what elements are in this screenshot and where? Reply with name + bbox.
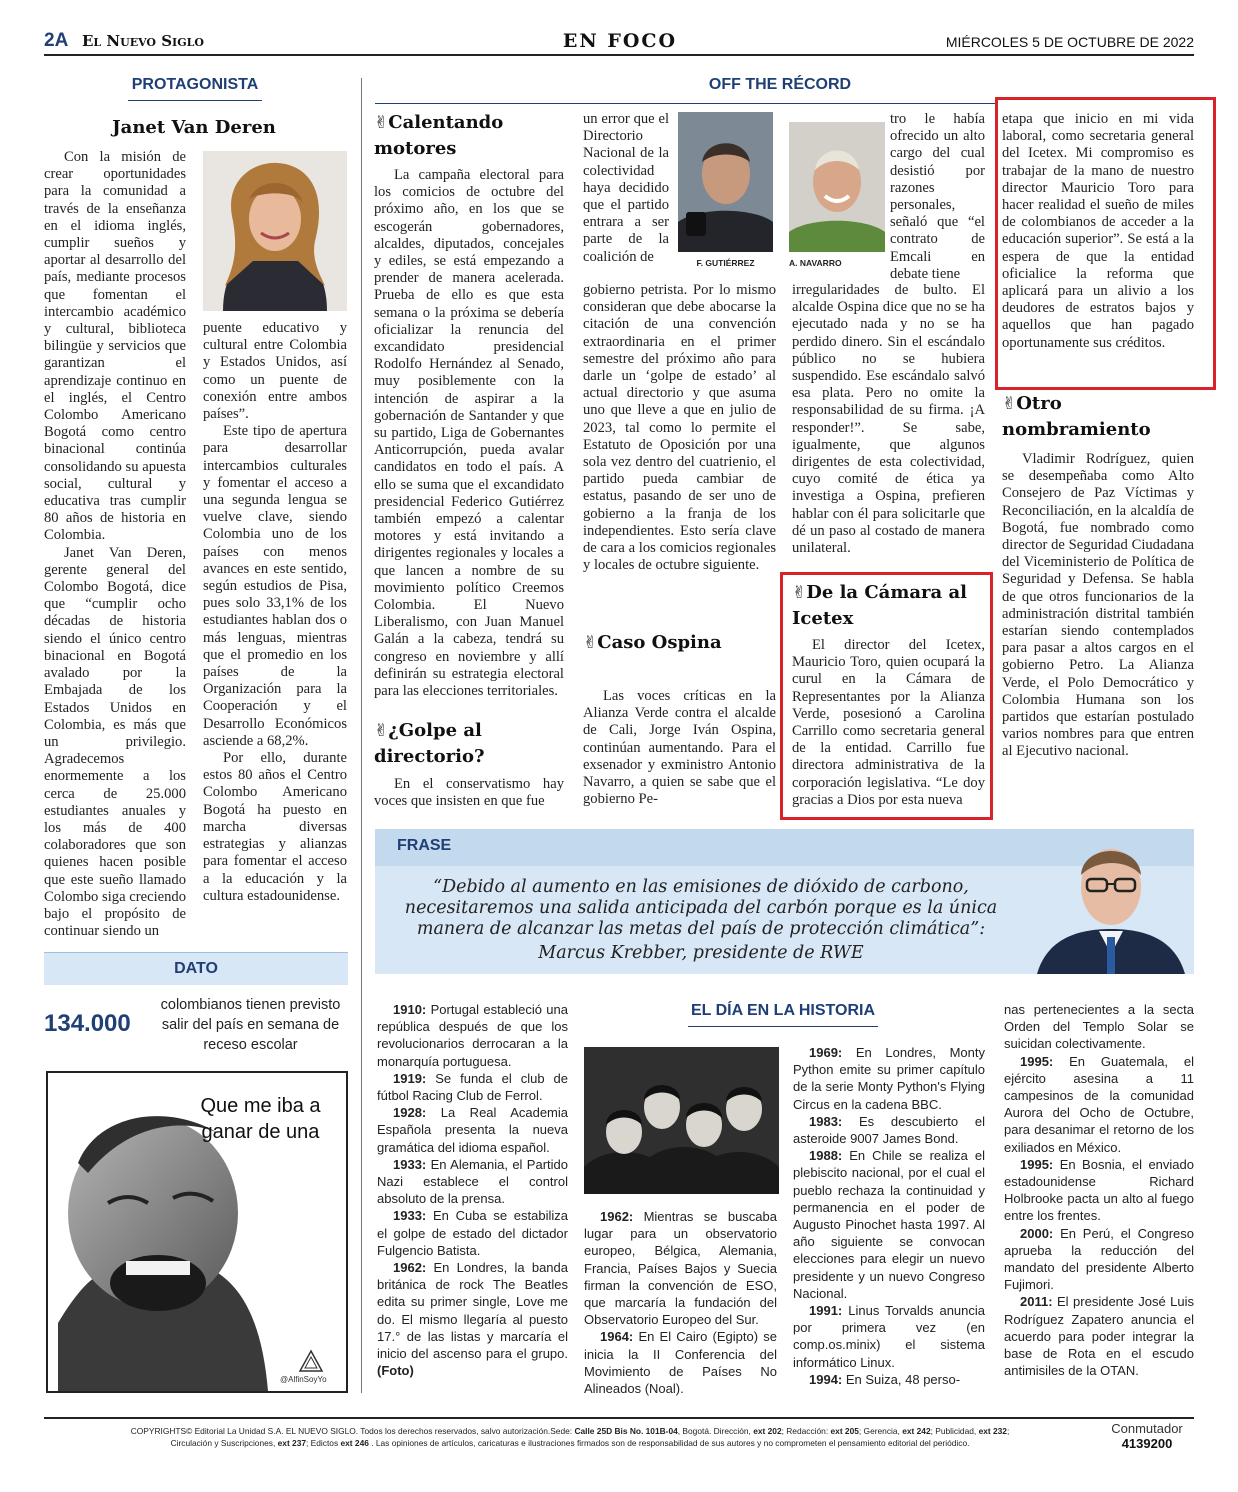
off-the-record-rule (375, 103, 995, 104)
page-number: 2A (44, 30, 69, 51)
camara-cont: etapa que inicio en mi vida laboral, como secretaria general del Icetex. Mi compromiso es trabajar de la mano de nuestro director Mauricio Toro para hacer realidad el sueño de miles de colombianos de acceder a la educación superior”. Se está a la espera de que la entidad oficialice la reforma que aplicará para un alivio a los deudores de estratos bajos y aquellos que han pagado oportunamente sus créditos. (1002, 111, 1194, 351)
caso-ospina-text: Las voces críticas en la Alianza Verde contra el alcalde de Cali, Jorge Iván Ospina, continúan aumentando. Para el exsenador y exministro Antonio Navarro, a quien se sabe que el gobierno Pe- (583, 688, 776, 808)
page-date: MIÉRCOLES 5 DE OCTUBRE DE 2022 (945, 34, 1194, 50)
krebber-photo (1027, 829, 1194, 974)
protagonista-underline (128, 100, 262, 101)
gutierrez-caption: F. GUTIÉRREZ (696, 258, 755, 268)
caso-ospina-cont: tro le había ofrecido un alto cargo del cual desistió por razones personales, señaló que “el contrato de Emcali en debate tiene (890, 111, 985, 282)
camara-title: ✌De la Cámara al Icetex (792, 582, 967, 629)
protagonista-col1: Con la misión de crear oportunidades para la comunidad a través de la enseñanza en el idioma inglés, cumplir sueños y aportar al desarrollo del país, mediante procesos que fomentan el intercambio académico y cultural, biblioteca bilingüe y servicios que garantizan el aprendizaje continuo en el inglés, el Centro Colombo Americano Bogotá como centro binacional continúa consolidando su apuesta social, cultural y educativa tras cumplir 80 años de historia en Colombia. Janet Van Deren, gerente general del Colombo Bogotá, dice que “cumplir ocho décadas de historia siendo el único centro binacional en Bogotá avalado por la Embajada de los Estados Unidos en Colombia, es más que un privilegio. Agradecemos enormemente a los cerca de 25.000 estudiantes anuales y los más de 400 colaboradores que son quienes hacen posible que este sueño llamado Colombo siga creciendo bajo el propósito de continuar siendo un (44, 149, 186, 940)
golpe-cont2: gobierno petrista. Por lo mismo consideran que debe abocarse la citación de una convención extraordinaria en el primer semestre del próximo año para darle un ‘golpe de estado’ al actual directorio y que asuma uno que lleve a que en julio de 2023, tal como lo permite el Estatuto de Oposición por una sola vez dentro del cuatrienio, el partido pueda cambiar de estatus, pasando de ser uno de gobierno a la franja de los independientes. Esto sería clave de cara a los comicios regionales y locales de octubre siguiente. (583, 282, 776, 574)
caso-ospina-cont2: irregularidades de bulto. El alcalde Ospina dice que no se ha ejecutado nada y no se ha perdido dinero. Sin el escándalo público no se hubiera suspendido. Ese escándalo salvó esa plata. Pero no omite la responsabilidad de su firma. ¡A responder!”. Se sabe, igualmente, que algunos dirigentes de esta colectividad, cuyo comité de ética ya investiga a Ospina, prefieren hablar con él para solicitarle que dé un paso al costado de manera unilateral. (792, 282, 985, 557)
section-title: EN FOCO (562, 30, 678, 52)
conmutador-number: 4139200 (1121, 1436, 1173, 1451)
caricature-signature: @AlfinSoyYo (280, 1375, 327, 1384)
caricature-frame (46, 1071, 348, 1393)
dato-number: 134.000 (44, 1010, 131, 1037)
paper-name: El Nuevo Siglo (82, 32, 204, 50)
historia-col1: 1910: Portugal estableció una república después de que los revolucionarios derrocaran a la monarquía portuguesa. 1919: Se funda el club de fútbol Racing Club de Ferrol. 1928: La Real Academia Española presenta la nueva gramática del idioma español. 1933: En Alemania, el Partido Nazi establece el control absoluto de la prensa. 1933: En Cuba se estabiliza el golpe de estado del dictador Fulgencio Batista. 1962: En Londres, la banda británica de rock The Beatles edita su primer single, Love me do. El mismo llegaría al puesto 17.° de las listas y marcaría el inicio del ascenso para el grupo. (Foto) (377, 1002, 568, 1379)
conmutador-label: Conmutador (1111, 1421, 1183, 1436)
frase-label: FRASE (397, 837, 452, 854)
calentando-text: La campaña electoral para los comicios de octubre del próximo año, en los que se escogerán gobernadores, alcaldes, diputados, concejales y ediles, se está empezando a prender de manera acelerada. Prueba de ello es que esta semana o la próxima se debería oficializar la renuncia del excandidato presidencial Rodolfo Hernández al Senado, muy posiblemente con la intención de aspirar a la gobernación de Santander y que su partido, Liga de Gobernantes Anticorrupción, pueda avalar candidatos en todo el país. A ello se suma que el excandidato presidencial Federico Gutiérrez también empezó a calentar motores y está invitando a dirigentes regionales y locales a que lancen a nombre de su movimiento político Creemos Colombia. El Nuevo Liberalismo, con Juan Manuel Galán a la cabeza, tendrá su congreso en noviembre y allí definirán su estrategia electoral para las elecciones territoriales. (374, 167, 564, 700)
janet-van-deren-photo (203, 151, 347, 311)
otro-title: ✌Otro nombramiento (1002, 393, 1151, 440)
calentando-title: ✌Calentando motores (374, 112, 504, 159)
victory-hand-icon: ✌ (792, 583, 807, 603)
otro-text: Vladimir Rodríguez, quien se desempeñaba como Alto Consejero de Paz Víctimas y Reconciliación, en la alcaldía de Bogotá, fue nombrado como director de Seguridad Ciudadana del Viceministerio de Política de Seguridad y Defensa. Se habla de que otros funcionarios de la administración distrital también estarían siendo contemplados para pasar a altos cargos en el gobierno Petro. La Alianza Verde, el Polo Democrático y Colombia Humana son los partidos que estarían postulado varios nombres para que entren al Ejecutivo nacional. (1002, 451, 1194, 760)
historia-col4: nas pertenecientes a la secta Orden del Templo Solar se suicidan colectivamente. 1995: En Guatemala, el ejército asesina a 11 campesinos de la comunidad Aurora del Ocho de Octubre, para desanimar el retorno de los exiliados en México. 1995: En Bosnia, el enviado estadounidense Richard Holbrooke pacta un alto al fuego entre los frentes. 2000: En Perú, el Congreso aprueba la reducción del mandato del presidente Alberto Fujimori. 2011: El presidente José Luis Rodríguez Zapatero anuncia el acuerdo para poder integrar la base de Rota en el escudo antimisiles de la OTAN. (1004, 1002, 1194, 1379)
navarro-caption: A. NAVARRO (789, 258, 842, 268)
caricature-speech: Que me iba a ganar de una (200, 1095, 321, 1143)
protagonista-name: Janet Van Deren (112, 117, 276, 138)
navarro-photo (789, 122, 885, 252)
historia-label: EL DÍA EN LA HISTORIA (690, 1002, 875, 1019)
off-the-record-label: OFF THE RÉCORD (708, 76, 852, 93)
camara-text: El director del Icetex, Mauricio Toro, quien ocupará la curul en la Cámara de Representantes por la Alianza Verde, posesionó a Carolina Carrillo como secretaria general de la entidad. Carrillo fue directora administrativa de la corporación legislativa. “Le doy gracias a Dios por esta nueva (792, 637, 985, 808)
golpe-cont: un error que el Directorio Nacional de la colectividad haya decidido que el partido entrara a ser parte de la coalición de (583, 111, 669, 265)
caso-ospina-title: ✌Caso Ospina (583, 632, 722, 653)
victory-hand-icon: ✌ (374, 721, 389, 741)
protagonista-col2: puente educativo y cultural entre Colombia y Estados Unidos, así como un puente de conexión entre ambos países”. Este tipo de apertura para desarrollar intercambios culturales y fomentar el acceso a una segunda lengua se vuelve clave, siendo Colombia uno de los países con menos avances en este sentido, según estudios de Pisa, pues solo 33,1% de los estudiantes hablan dos o más lenguas, mientras que el promedio en los países de la Organización para la Cooperación y el Desarrollo Económicos asciende a 68,2%. Por ello, durante estos 80 años el Centro Colombo Americano Bogotá ha puesto en marcha diversas estrategias y alianzas para fomentar el acceso a la educación y la cultura estadounidense. (203, 320, 347, 904)
footer-rule (44, 1417, 1194, 1419)
historia-underline (688, 1026, 878, 1027)
frase-quote: “Debido al aumento en las emisiones de dióxido de carbono, necesitaremos una salida anticipada del carbón porque es la única manera de alcanzar las metas del país de protección climática”: (404, 877, 998, 939)
artist-logo-icon (298, 1349, 324, 1373)
masthead-rule (44, 54, 1194, 56)
victory-hand-icon: ✌ (1002, 394, 1017, 414)
frase-author: Marcus Krebber, presidente de RWE (538, 943, 864, 963)
protagonista-label: PROTAGONISTA (131, 76, 259, 93)
dato-text: colombianos tienen previsto salir del país en semana de receso escolar (160, 997, 341, 1053)
golpe-title: ✌¿Golpe al directorio? (374, 720, 485, 767)
beatles-photo (584, 1047, 779, 1194)
frase-box (375, 829, 1194, 974)
victory-hand-icon: ✌ (583, 633, 598, 653)
gutierrez-photo (678, 112, 773, 252)
victory-hand-icon: ✌ (374, 113, 389, 133)
historia-col2: 1962: Mientras se buscaba lugar para un observatorio europeo, Bélgica, Alemania, Francia, Países Bajos y Suecia firman la convención de ESO, que marcaría la fundación del Observatorio Europeo del Sur. 1964: En El Cairo (Egipto) se inicia la II Conferencia del Movimiento de Países No Alineados (Noal). (584, 1209, 777, 1397)
dato-banner (44, 952, 348, 985)
dato-label: DATO (174, 960, 218, 977)
golpe-text: En el conservatismo hay voces que insisten en que fue (374, 776, 564, 810)
column-divider (361, 78, 362, 1393)
footer-copyright: COPYRIGHTS© Editorial La Unidad S.A. EL NUEVO SIGLO. Todos los derechos reservados, salvo autorización.Sede: Calle 25D Bis No. 101B-04, Bogotá. Dirección, ext 202; Redacción: ext 205; Gerencia, ext 242; Publicidad, ext 232; Circulación y Suscripciones, ext 237; Edictos ext 246 . Las opiniones de artículos, caricaturas e ilustraciones firmados son de responsabilidad de sus autores y no comprometen el pensamiento editorial del periódico. (130, 1426, 1010, 1448)
historia-col3: 1969: En Londres, Monty Python emite su primer capítulo de la serie Monty Python's Flying Circus en la cadena BBC. 1983: Es descubierto el asteroide 9007 James Bond. 1988: En Chile se realiza el plebiscito nacional, por el cual el pueblo rechaza la continuidad y permanencia en el poder de Augusto Pinochet hasta 1997. Al año siguiente se convocan elecciones para elegir un nuevo presidente y un nuevo Congreso Nacional. 1991: Linus Torvalds anuncia por primera vez (en comp.os.minix) el sistema informático Linux. 1994: En Suiza, 48 perso- (793, 1045, 985, 1387)
